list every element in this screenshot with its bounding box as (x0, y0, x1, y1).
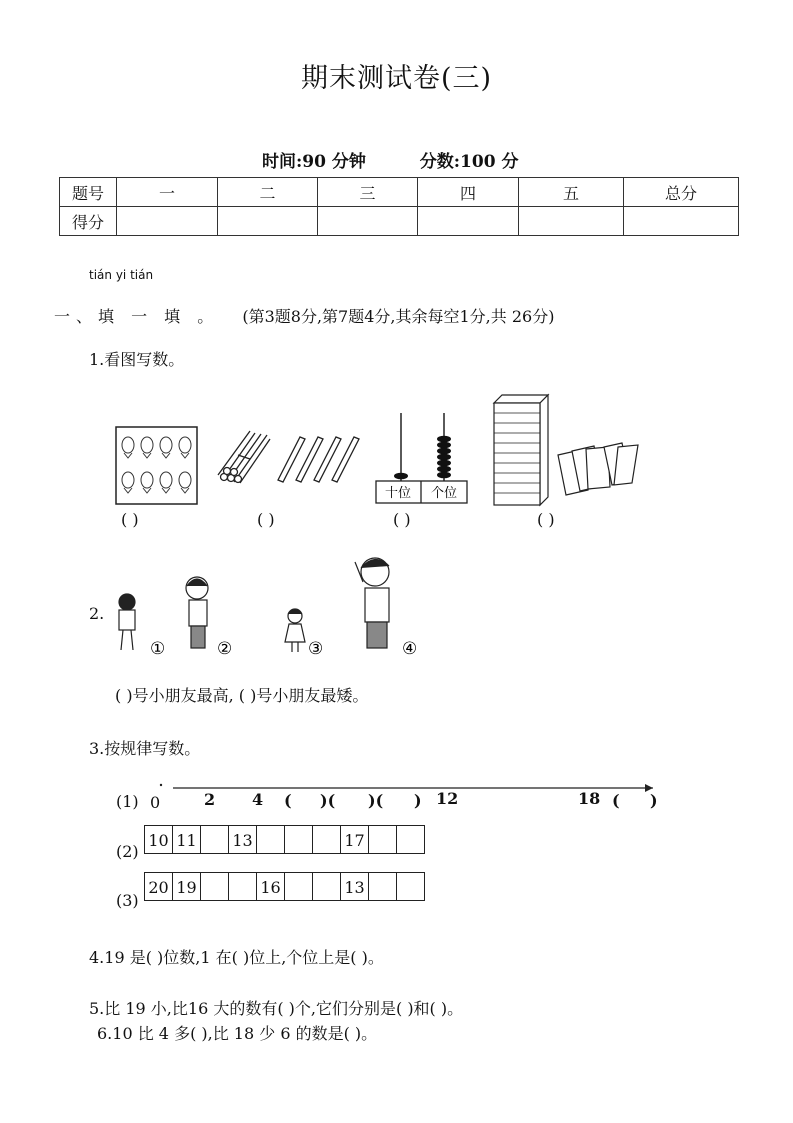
header-cell: 三 (318, 178, 418, 207)
question-4[interactable]: 4.19 是( )位数,1 在( )位上,个位上是( )。 (89, 948, 384, 967)
q1-blank-3[interactable]: ( ) (393, 510, 411, 529)
nl-blank-mid1[interactable]: )( (320, 791, 336, 810)
q1-blank-4[interactable]: ( ) (537, 510, 555, 529)
nl-blank-close[interactable]: ) (414, 791, 422, 810)
sequence-cell-blank[interactable] (312, 825, 341, 854)
fish-box-image (116, 427, 197, 504)
section-heading (54, 304, 554, 327)
total-score: 分数:100 分 (419, 152, 519, 172)
child-1-mark: ① (150, 639, 166, 659)
nl-18: 18 (578, 789, 601, 808)
q3-part2-label: (2) (116, 842, 139, 861)
child-3-mark: ③ (308, 639, 324, 659)
child-3-figure (285, 609, 305, 652)
stick-bundle-image (218, 431, 270, 483)
sequence-cell-blank[interactable] (368, 872, 397, 901)
section-pinyin: tián yi tián (89, 268, 154, 282)
nl-blank-mid2[interactable]: )( (368, 791, 384, 810)
score-cell[interactable] (519, 207, 624, 236)
question-1-label: 1.看图写数。 (89, 350, 185, 369)
sequence-cell-blank[interactable] (200, 872, 229, 901)
q3-part2-cells (144, 825, 425, 854)
row-label: 得分 (60, 207, 117, 236)
child-2-mark: ② (217, 639, 233, 659)
page-title: 期末测试卷(三) (300, 63, 493, 94)
nl-0: 0 (150, 793, 161, 812)
sequence-cell-blank[interactable] (396, 872, 425, 901)
sequence-cell-blank[interactable] (396, 825, 425, 854)
sequence-cell: 20 (144, 872, 173, 901)
section-title: 一、填 一 填 。 (54, 307, 220, 326)
q1-pictures (110, 385, 650, 510)
q3-part3-label: (3) (116, 891, 139, 910)
abacus-tens-label: 十位 (384, 486, 412, 501)
sequence-cell: 13 (228, 825, 257, 854)
exam-meta (262, 147, 566, 172)
sequence-cell-blank[interactable] (284, 872, 313, 901)
nl-4: 4 (252, 790, 264, 809)
sequence-cell-blank[interactable] (284, 825, 313, 854)
q1-blank-2[interactable]: ( ) (257, 510, 275, 529)
score-table-header-row (60, 178, 739, 207)
header-cell: 四 (418, 178, 519, 207)
score-cell[interactable] (418, 207, 519, 236)
block-stack-image (494, 395, 548, 505)
sequence-cell: 17 (340, 825, 369, 854)
abacus-image (376, 413, 467, 503)
time-limit: 时间:90 分钟 (262, 152, 366, 172)
q2-children-image (105, 552, 435, 660)
sequence-cell: 19 (172, 872, 201, 901)
question-3-label: 3.按规律写数。 (89, 739, 201, 758)
nl-blank-end-close[interactable]: ) (650, 791, 658, 810)
question-5[interactable]: 5.比 19 小,比16 大的数有( )个,它们分别是( )和( )。 (89, 999, 464, 1018)
score-table (59, 177, 739, 236)
header-cell: 五 (519, 178, 624, 207)
q3-part1-label: (1) (116, 792, 139, 811)
question-6[interactable]: 6.10 比 4 多( ),比 18 少 6 的数是( )。 (97, 1024, 378, 1043)
nl-blank-end-open[interactable]: ( (612, 791, 620, 810)
score-table-score-row (60, 207, 739, 236)
nl-blank-open[interactable]: ( (284, 791, 292, 810)
child-4-figure (355, 558, 389, 648)
score-cell[interactable] (218, 207, 318, 236)
sequence-cell-blank[interactable] (228, 872, 257, 901)
q1-blank-1[interactable]: ( ) (121, 510, 139, 529)
score-cell[interactable] (117, 207, 218, 236)
header-cell: 二 (218, 178, 318, 207)
abacus-ones-label: 个位 (430, 486, 458, 501)
sequence-cell: 13 (340, 872, 369, 901)
header-cell: 总分 (624, 178, 739, 207)
sequence-cell: 16 (256, 872, 285, 901)
child-4-mark: ④ (402, 639, 418, 659)
score-cell[interactable] (318, 207, 418, 236)
sequence-cell-blank[interactable] (312, 872, 341, 901)
sequence-cell-blank[interactable] (200, 825, 229, 854)
sequence-cell-blank[interactable] (368, 825, 397, 854)
sequence-cell-blank[interactable] (256, 825, 285, 854)
header-cell: 题号 (60, 178, 117, 207)
sequence-cell: 10 (144, 825, 173, 854)
score-cell[interactable] (624, 207, 739, 236)
question-2-number: 2. (89, 604, 105, 623)
nl-12: 12 (436, 789, 459, 808)
scattered-cards-image (558, 443, 638, 495)
header-cell: 一 (117, 178, 218, 207)
child-1-figure (119, 594, 135, 650)
sequence-cell: 11 (172, 825, 201, 854)
nl-2: 2 (204, 790, 216, 809)
q3-part3-cells (144, 872, 425, 901)
child-2-figure (186, 577, 208, 648)
question-2-text[interactable]: ( )号小朋友最高, ( )号小朋友最矮。 (115, 686, 369, 705)
loose-sticks-image (278, 437, 359, 482)
section-note: (第3题8分,第7题4分,其余每空1分,共 26分) (242, 307, 555, 326)
